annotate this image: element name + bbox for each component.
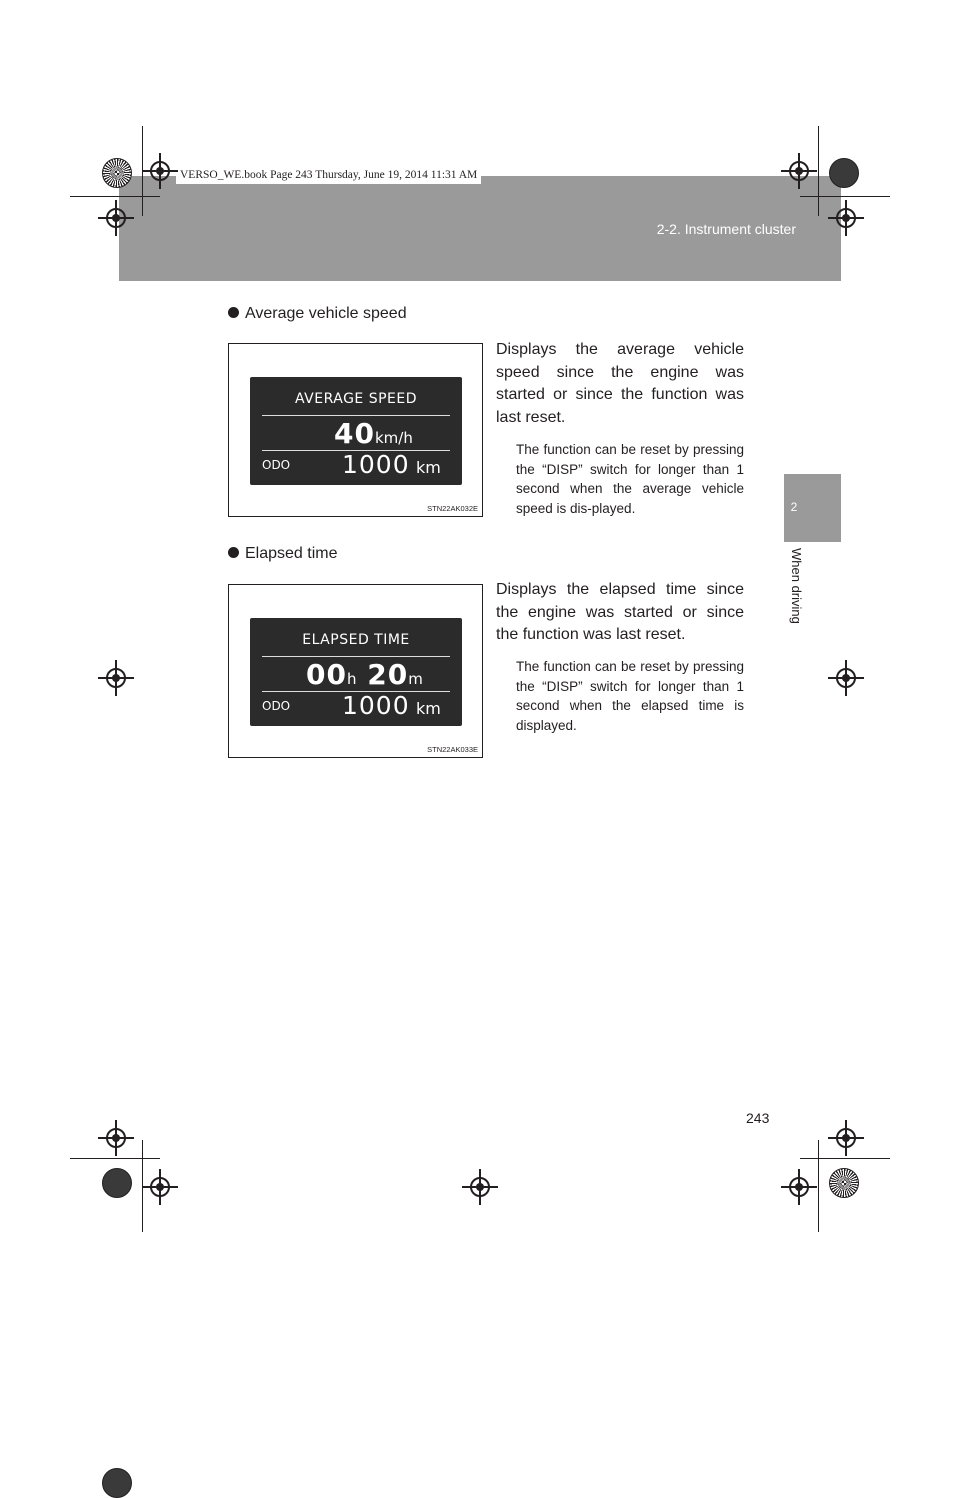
- registration-disc-icon: [102, 1168, 132, 1198]
- registration-crosshair-icon: [106, 668, 126, 688]
- registration-rosette-icon: [829, 1168, 859, 1198]
- display-divider: [262, 415, 450, 416]
- description-elapsed-time: Displays the elapsed time since the engine was started or since the function was last reset.: [496, 581, 744, 643]
- section-title: 2-2. Instrument cluster: [656, 221, 796, 237]
- display-main-readout: [306, 658, 423, 691]
- registration-rosette-icon: [102, 158, 132, 188]
- odo-unit: km: [416, 699, 441, 718]
- registration-crosshair-icon: [106, 1128, 126, 1148]
- odo-value: 1000: [342, 691, 410, 720]
- odo-unit: km: [416, 458, 441, 477]
- page-number: 243: [746, 1110, 770, 1126]
- chapter-number: 2: [790, 500, 798, 514]
- registration-crosshair-icon: [789, 1177, 809, 1197]
- bullet-heading-average-speed: [228, 305, 407, 323]
- registration-crosshair-icon: [789, 161, 809, 181]
- description-average-speed: Displays the average vehicle speed since the engine was started or since the function was last reset.: [496, 341, 744, 426]
- display-title: ELAPSED TIME: [302, 632, 410, 648]
- figure-code: STN22AK033E: [427, 745, 478, 754]
- book-info-line: VERSO_WE.book Page 243 Thursday, June 19, 2014 11:31 AM: [176, 167, 481, 184]
- registration-crosshair-icon: [150, 1177, 170, 1197]
- registration-crosshair-icon: [150, 161, 170, 181]
- registration-crosshair-icon: [836, 668, 856, 688]
- crop-mark-line: [70, 1158, 160, 1159]
- odo-value: 1000: [342, 450, 410, 479]
- minutes-unit: m: [408, 670, 423, 688]
- chapter-label: When driving: [789, 548, 804, 624]
- bullet-icon: [228, 547, 239, 558]
- note-elapsed-time: The function can be reset by pressing the “DISP” switch for longer than 1 second when the elapsed time is displayed.: [516, 659, 744, 733]
- crop-mark-line: [70, 196, 160, 197]
- figure-average-speed: [228, 343, 483, 517]
- registration-disc-icon: [829, 158, 859, 188]
- odo-label: ODO: [262, 458, 291, 472]
- average-speed-value: 40: [334, 417, 375, 450]
- registration-crosshair-icon: [470, 1177, 490, 1197]
- crop-mark-line: [818, 1140, 819, 1232]
- figure-code: STN22AK032E: [427, 504, 478, 513]
- registration-crosshair-icon: [836, 1128, 856, 1148]
- registration-crosshair-icon: [106, 208, 126, 228]
- note-average-speed: The function can be reset by pressing the “DISP” switch for longer than 1 second when the average vehicle speed is dis-played.: [516, 442, 744, 516]
- average-speed-unit: km/h: [374, 429, 413, 447]
- display-title: AVERAGE SPEED: [294, 391, 418, 407]
- bullet-heading-elapsed-time: [228, 545, 338, 563]
- odo-label: ODO: [262, 699, 291, 713]
- lcd-display: [250, 377, 462, 485]
- hours-value: 00: [306, 658, 347, 691]
- heading-text: Elapsed time: [245, 545, 338, 562]
- crop-mark-line: [800, 1158, 890, 1159]
- display-divider: [262, 656, 450, 657]
- registration-crosshair-icon: [836, 208, 856, 228]
- registration-disc-icon: [102, 1468, 132, 1498]
- display-main-readout: [334, 417, 413, 450]
- lcd-display: [250, 618, 462, 726]
- bullet-icon: [228, 307, 239, 318]
- crop-mark-line: [818, 126, 819, 216]
- heading-text: Average vehicle speed: [245, 305, 407, 322]
- hours-unit: h: [346, 670, 357, 688]
- minutes-value: 20: [367, 658, 409, 691]
- crop-mark-line: [800, 196, 890, 197]
- figure-elapsed-time: [228, 584, 483, 758]
